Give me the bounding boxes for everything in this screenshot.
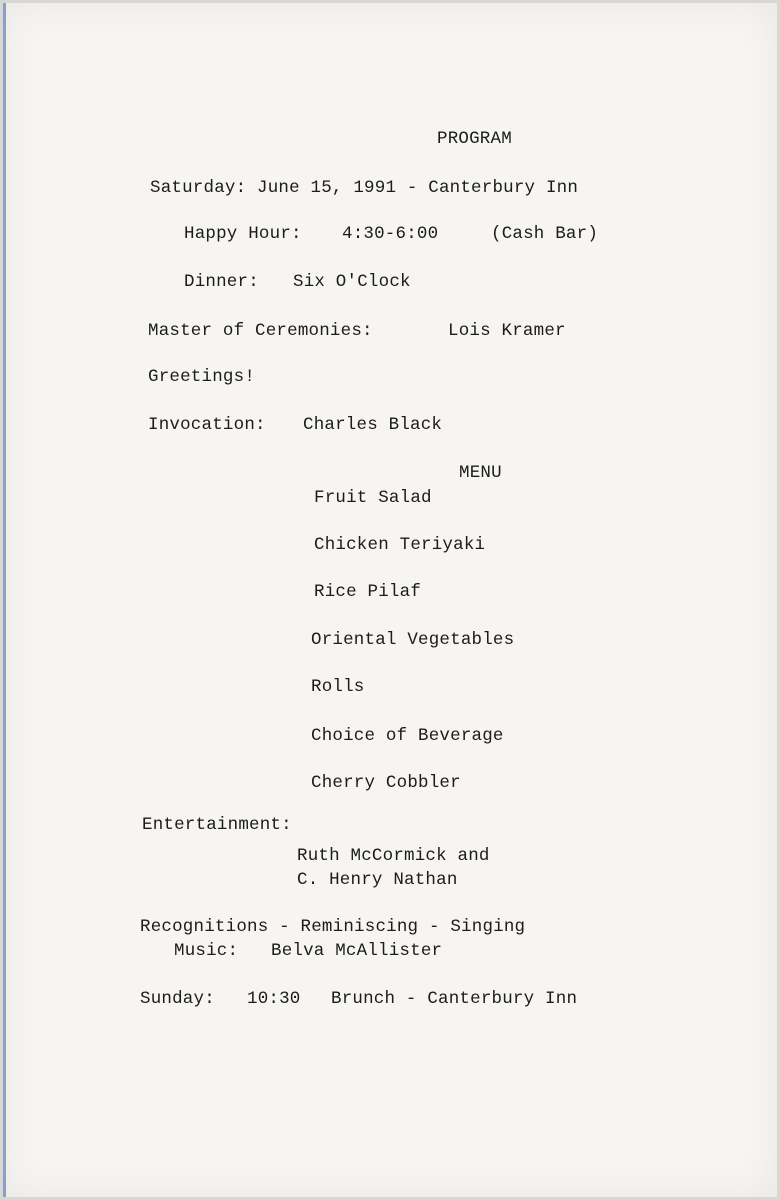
invocation-name: Charles Black (303, 415, 443, 435)
program-heading: PROGRAM (437, 129, 512, 149)
dinner-time: Six O'Clock (293, 272, 411, 292)
page-edge (3, 3, 6, 1197)
happy-hour-label: Happy Hour: (184, 224, 302, 244)
menu-item: Oriental Vegetables (311, 630, 515, 650)
bleed-through-block (83, 233, 383, 383)
invocation-label: Invocation: (148, 415, 266, 435)
sunday-time: 10:30 (247, 989, 301, 1009)
menu-item: Choice of Beverage (311, 726, 504, 746)
entertainment-line2: C. Henry Nathan (297, 870, 458, 890)
program-page (3, 3, 777, 1197)
entertainment-label: Entertainment: (142, 815, 292, 835)
music-label: Music: (174, 941, 239, 961)
menu-item: Cherry Cobbler (311, 773, 461, 793)
music-name: Belva McAllister (271, 941, 443, 961)
happy-hour-time: 4:30-6:00 (342, 224, 439, 244)
recognitions-line: Recognitions - Reminiscing - Singing (140, 917, 526, 937)
happy-hour-note: (Cash Bar) (491, 224, 599, 244)
menu-heading: MENU (459, 463, 502, 483)
sunday-event: Brunch - Canterbury Inn (331, 989, 578, 1009)
mc-label: Master of Ceremonies: (148, 321, 373, 341)
menu-item: Fruit Salad (314, 488, 432, 508)
mc-name: Lois Kramer (448, 321, 566, 341)
sunday-label: Sunday: (140, 989, 215, 1009)
greetings: Greetings! (148, 367, 256, 387)
date-line: Saturday: June 15, 1991 - Canterbury Inn (150, 178, 579, 198)
menu-item: Rolls (311, 677, 365, 697)
dinner-label: Dinner: (184, 272, 259, 292)
menu-item: Rice Pilaf (314, 582, 422, 602)
menu-item: Chicken Teriyaki (314, 535, 486, 555)
entertainment-line1: Ruth McCormick and (297, 846, 490, 866)
